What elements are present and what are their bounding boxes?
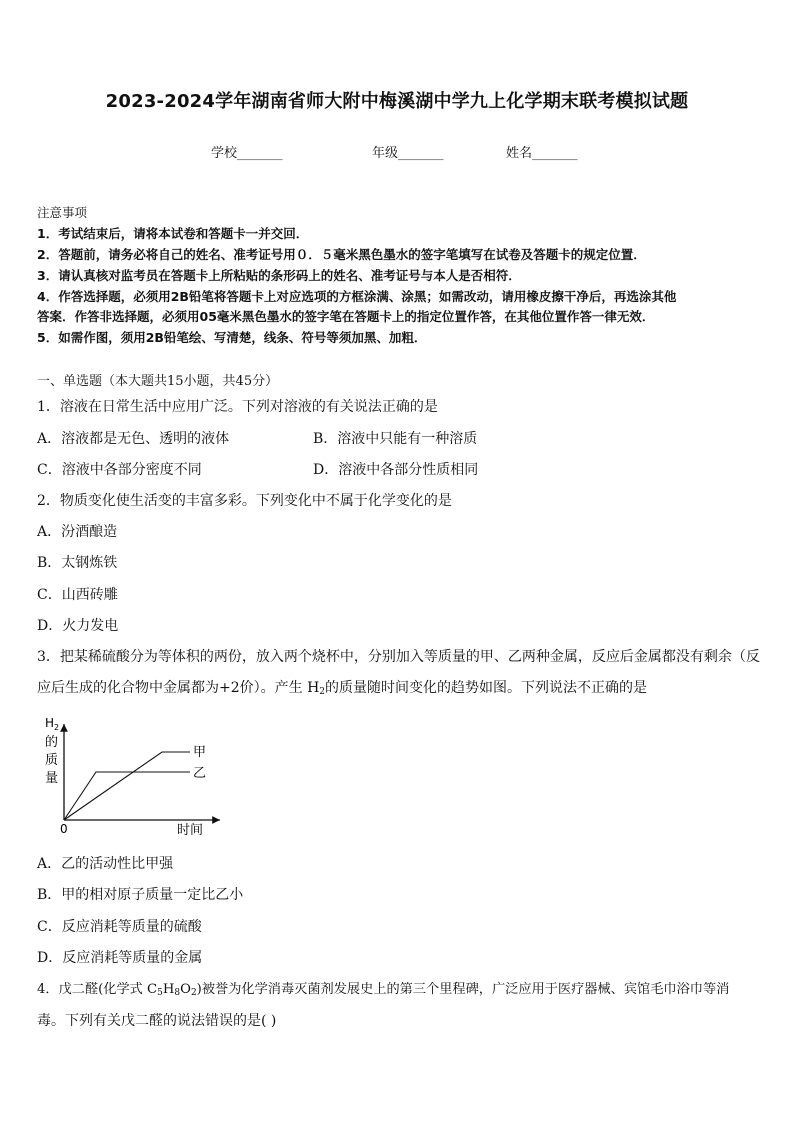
question-3-option-d: D．反应消耗等质量的金属 — [37, 950, 203, 966]
series-jia-label: 甲 — [193, 745, 207, 760]
question-3-option-b: B．甲的相对原子质量一定比乙小 — [37, 887, 244, 903]
question-2-stem: 2．物质变化使生活变的丰富多彩。下列变化中不属于化学变化的是 — [37, 493, 452, 509]
page-title: 2023-2024学年湖南省师大附中梅溪湖中学九上化学期末联考模拟试题 — [105, 91, 689, 112]
question-2-option-b: B．太钢炼铁 — [37, 555, 118, 571]
question-1-option-d: D．溶液中各部分性质相同 — [313, 462, 479, 478]
school-field: 学校_______ — [211, 146, 283, 161]
question-2-option-a: A．汾酒酿造 — [37, 524, 118, 540]
h2-mass-time-graph — [40, 712, 240, 840]
question-3-stem-line1: 3．把某稀硫酸分为等体积的两份，放入两个烧杯中，分别加入等质量的甲、乙两种金属，反应后金属都没有剩余（反 — [37, 649, 760, 665]
series-jia-line — [64, 752, 190, 820]
notice-item-4-cont: 答案．作答非选择题，必须用05毫米黑色墨水的签字笔在答题卡上的指定位置作答，在其他位置作答一律无效． — [37, 309, 655, 324]
question-1-stem: 1．溶液在日常生活中应用广泛。下列对溶液的有关说法正确的是 — [37, 399, 438, 415]
series-yi-label: 乙 — [193, 766, 207, 781]
y-axis-label-de: 的 — [45, 735, 59, 750]
series-yi-line — [64, 772, 190, 820]
question-4-stem-line1: 4．戊二醛(化学式 $C_5H_8O_2$)被誉为化学消毒灭菌剂发展史上的第三个里程碑，广泛应用于医疗器械、宾馆毛巾浴巾等消 — [37, 982, 730, 998]
question-3-stem-line2: 应后生成的化合物中金属都为+2价）。产生 $H_2$的质量随时间变化的趋势如图。下列说法不正确的是 — [37, 680, 648, 697]
question-2-option-d: D．火力发电 — [37, 618, 119, 634]
origin-label: 0 — [60, 822, 68, 836]
notice-item-5: 5．如需作图，须用2B铅笔绘、写清楚，线条、符号等须加黑、加粗． — [37, 330, 427, 345]
y-axis-label-zhi: 质 — [45, 753, 59, 768]
y-axis-label-liang: 量 — [45, 771, 59, 786]
notice-item-2: 2．答题前，请务必将自己的姓名、准考证号用０．５毫米黑色墨水的签字笔填写在试卷及答题卡的规定位置． — [37, 247, 646, 262]
question-3-option-c: C．反应消耗等质量的硫酸 — [37, 919, 202, 935]
x-axis-label: 时间 — [177, 823, 204, 838]
question-1-option-c: C．溶液中各部分密度不同 — [37, 462, 202, 478]
question-3-option-a: A．乙的活动性比甲强 — [37, 856, 174, 872]
notice-item-4: 4．作答选择题，必须用2B铅笔将答题卡上对应选项的方框涂满、涂黑；如需改动，请用橡皮擦干净后，再选涂其他 — [37, 289, 677, 304]
notice-item-1: 1．考试结束后，请将本试卷和答题卡一并交回． — [37, 226, 309, 241]
question-4-stem-line2: 毒。下列有关戊二醛的说法错误的是( ) — [37, 1013, 277, 1029]
question-2-option-c: C．山西砖雕 — [37, 587, 118, 603]
name-field: 姓名_______ — [506, 146, 578, 161]
question-1-option-b: B．溶液中只能有一种溶质 — [313, 431, 478, 447]
notice-item-3: 3．请认真核对监考员在答题卡上所粘贴的条形码上的姓名、准考证号与本人是否相符． — [37, 268, 521, 283]
question-1-option-a: A．溶液都是无色、透明的液体 — [37, 431, 230, 447]
section-heading: 一、单选题（本大题共15小题，共45分） — [37, 374, 279, 389]
notice-heading: 注意事项 — [37, 205, 88, 220]
grade-field: 年级_______ — [372, 146, 444, 161]
y-axis-label-h: $H_2$ — [45, 716, 60, 732]
